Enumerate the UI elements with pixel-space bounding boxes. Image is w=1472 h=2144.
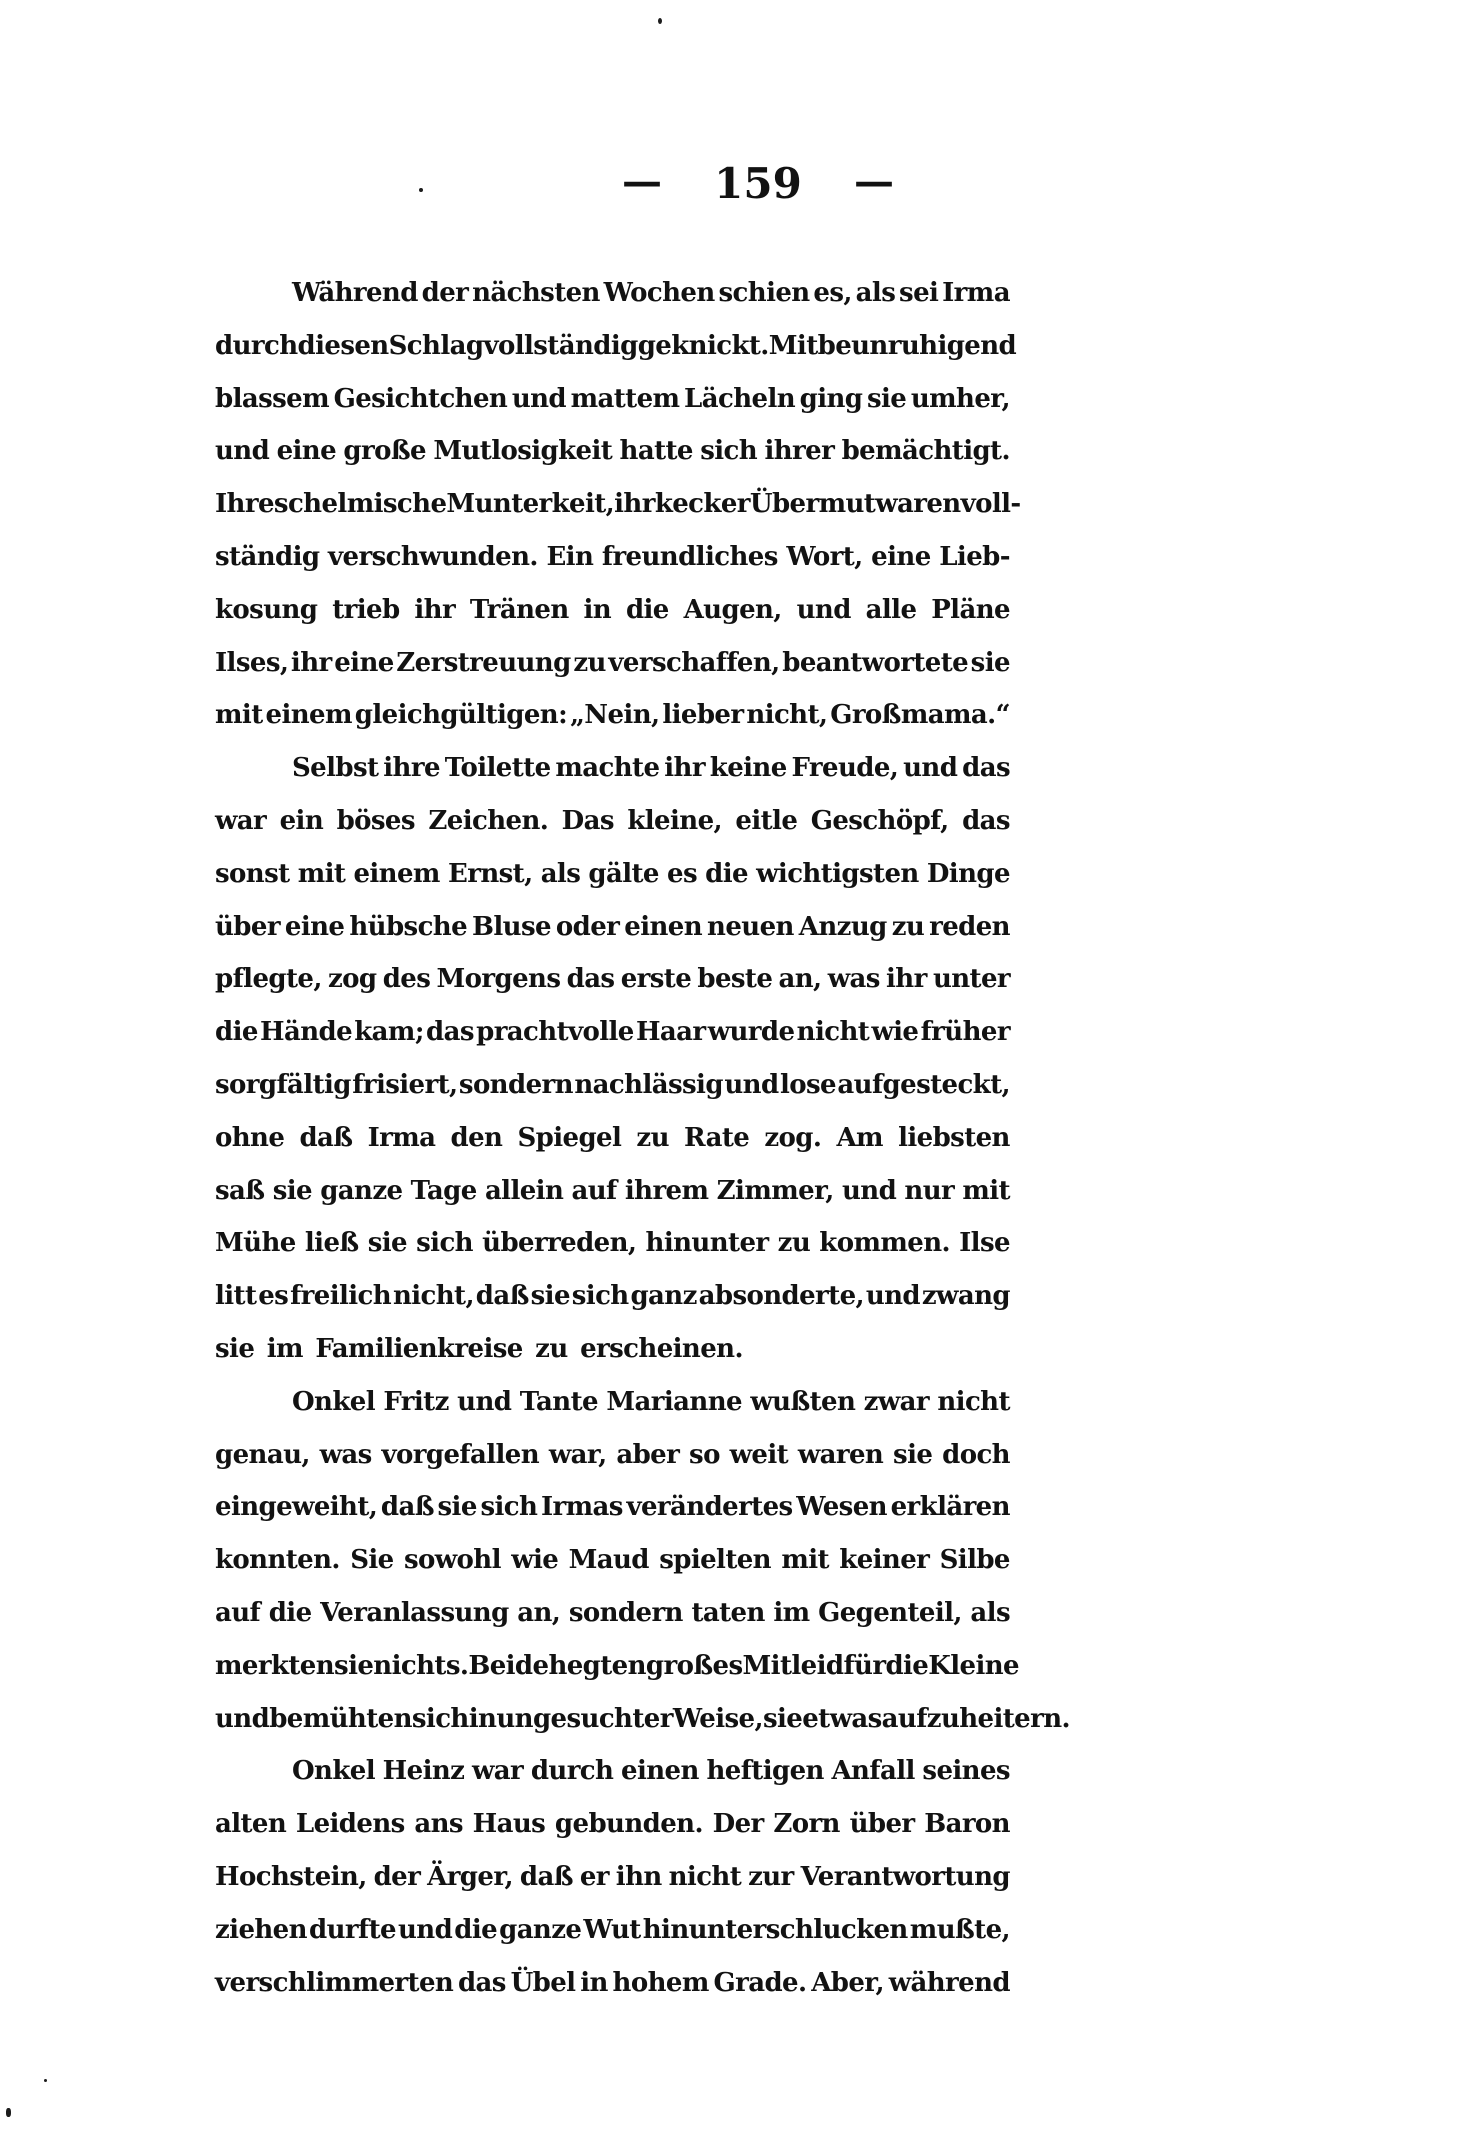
text-line: ständig verschwunden. Ein freundliches Wort, eine Lieb- <box>215 541 1010 572</box>
text-line: sie im Familienkreise zu erscheinen. <box>215 1333 743 1364</box>
text-line: konnten. Sie sowohl wie Maud spielten mit keiner Silbe <box>215 1545 1010 1576</box>
text-line: Onkel Fritz und Tante Marianne wußten zwar nicht <box>292 1386 1010 1417</box>
text-line: genau, was vorgefallen war, aber so weit waren sie doch <box>215 1439 1010 1470</box>
text-line: ohne daß Irma den Spiegel zu Rate zog. Am liebsten <box>215 1122 1010 1153</box>
text-line: merkten sie nichts. Beide hegten großes Mitleid für die Kleine <box>215 1650 1019 1681</box>
text-line: sonst mit einem Ernst, als gälte es die wichtigsten Dinge <box>215 858 1010 889</box>
scan-speck <box>6 2108 11 2117</box>
text-line: sorgfältig frisiert, sondern nachlässig und lose aufgesteckt, <box>215 1069 1010 1100</box>
paragraph <box>215 1745 1010 2009</box>
body-text <box>215 267 1070 2009</box>
text-line: die Hände kam; das prachtvolle Haar wurde nicht wie früher <box>215 1017 1010 1048</box>
scan-speck <box>658 18 662 24</box>
text-line: und eine große Mutlosigkeit hatte sich ihrer bemächtigt. <box>215 436 1010 467</box>
text-line: pflegte, zog des Morgens das erste beste an, was ihr unter <box>215 964 1010 995</box>
text-line: und bemühten sich in ungesuchter Weise, sie etwas aufzuheitern. <box>215 1703 1070 1734</box>
text-line: Während der nächsten Wochen schien es, als sei Irma <box>292 278 1010 308</box>
text-line: kosung trieb ihr Tränen in die Augen, und alle Pläne <box>215 594 1010 625</box>
text-line: ziehen durfte und die ganze Wut hinunterschlucken mußte, <box>215 1914 1010 1945</box>
text-line: mit einem gleichgültigen: „Nein, lieber nicht, Großmama.“ <box>215 700 1010 731</box>
scan-speck <box>44 2079 47 2082</box>
paragraph <box>215 1376 1070 1746</box>
text-line: verschlimmerten das Übel in hohem Grade. Aber, während <box>215 1967 1010 1998</box>
text-line: durch diesen Schlag vollständig geknickt. Mit beunruhigend <box>215 330 1017 361</box>
page-number: 159 <box>714 159 802 208</box>
text-line: auf die Veranlassung an, sondern taten im Gegenteil, als <box>215 1597 1010 1628</box>
text-line: saß sie ganze Tage allein auf ihrem Zimmer, und nur mit <box>215 1175 1010 1206</box>
paragraph <box>215 742 1010 1376</box>
text-line: eingeweiht, daß sie sich Irmas verändertes Wesen erklären <box>215 1492 1010 1523</box>
text-line: Ilses, ihr eine Zerstreuung zu verschaffen, beantwortete sie <box>215 647 1010 678</box>
header-dash-left: — <box>622 158 662 205</box>
text-line: litt es freilich nicht, daß sie sich ganz absonderte, und zwang <box>215 1281 1010 1312</box>
text-line: Selbst ihre Toilette machte ihr keine Freude, und das <box>292 753 1010 784</box>
text-line: blassem Gesichtchen und mattem Lächeln ging sie umher, <box>215 383 1010 414</box>
page-header <box>622 160 894 208</box>
text-line: alten Leidens ans Haus gebunden. Der Zorn über Baron <box>215 1809 1010 1840</box>
text-line: war ein böses Zeichen. Das kleine, eitle Geschöpf, das <box>215 805 1010 836</box>
header-dash-right: — <box>853 158 894 205</box>
scan-speck <box>419 188 423 192</box>
text-line: über eine hübsche Bluse oder einen neuen Anzug zu reden <box>215 911 1010 942</box>
paragraph <box>215 267 1021 742</box>
text-line: Onkel Heinz war durch einen heftigen Anfall seines <box>292 1756 1010 1787</box>
text-line: Ihre schelmische Munterkeit, ihr kecker Übermut waren voll- <box>215 489 1021 520</box>
text-line: Hochstein, der Ärger, daß er ihn nicht zur Verantwortung <box>215 1861 1010 1892</box>
text-line: Mühe ließ sie sich überreden, hinunter zu kommen. Ilse <box>215 1228 1010 1259</box>
